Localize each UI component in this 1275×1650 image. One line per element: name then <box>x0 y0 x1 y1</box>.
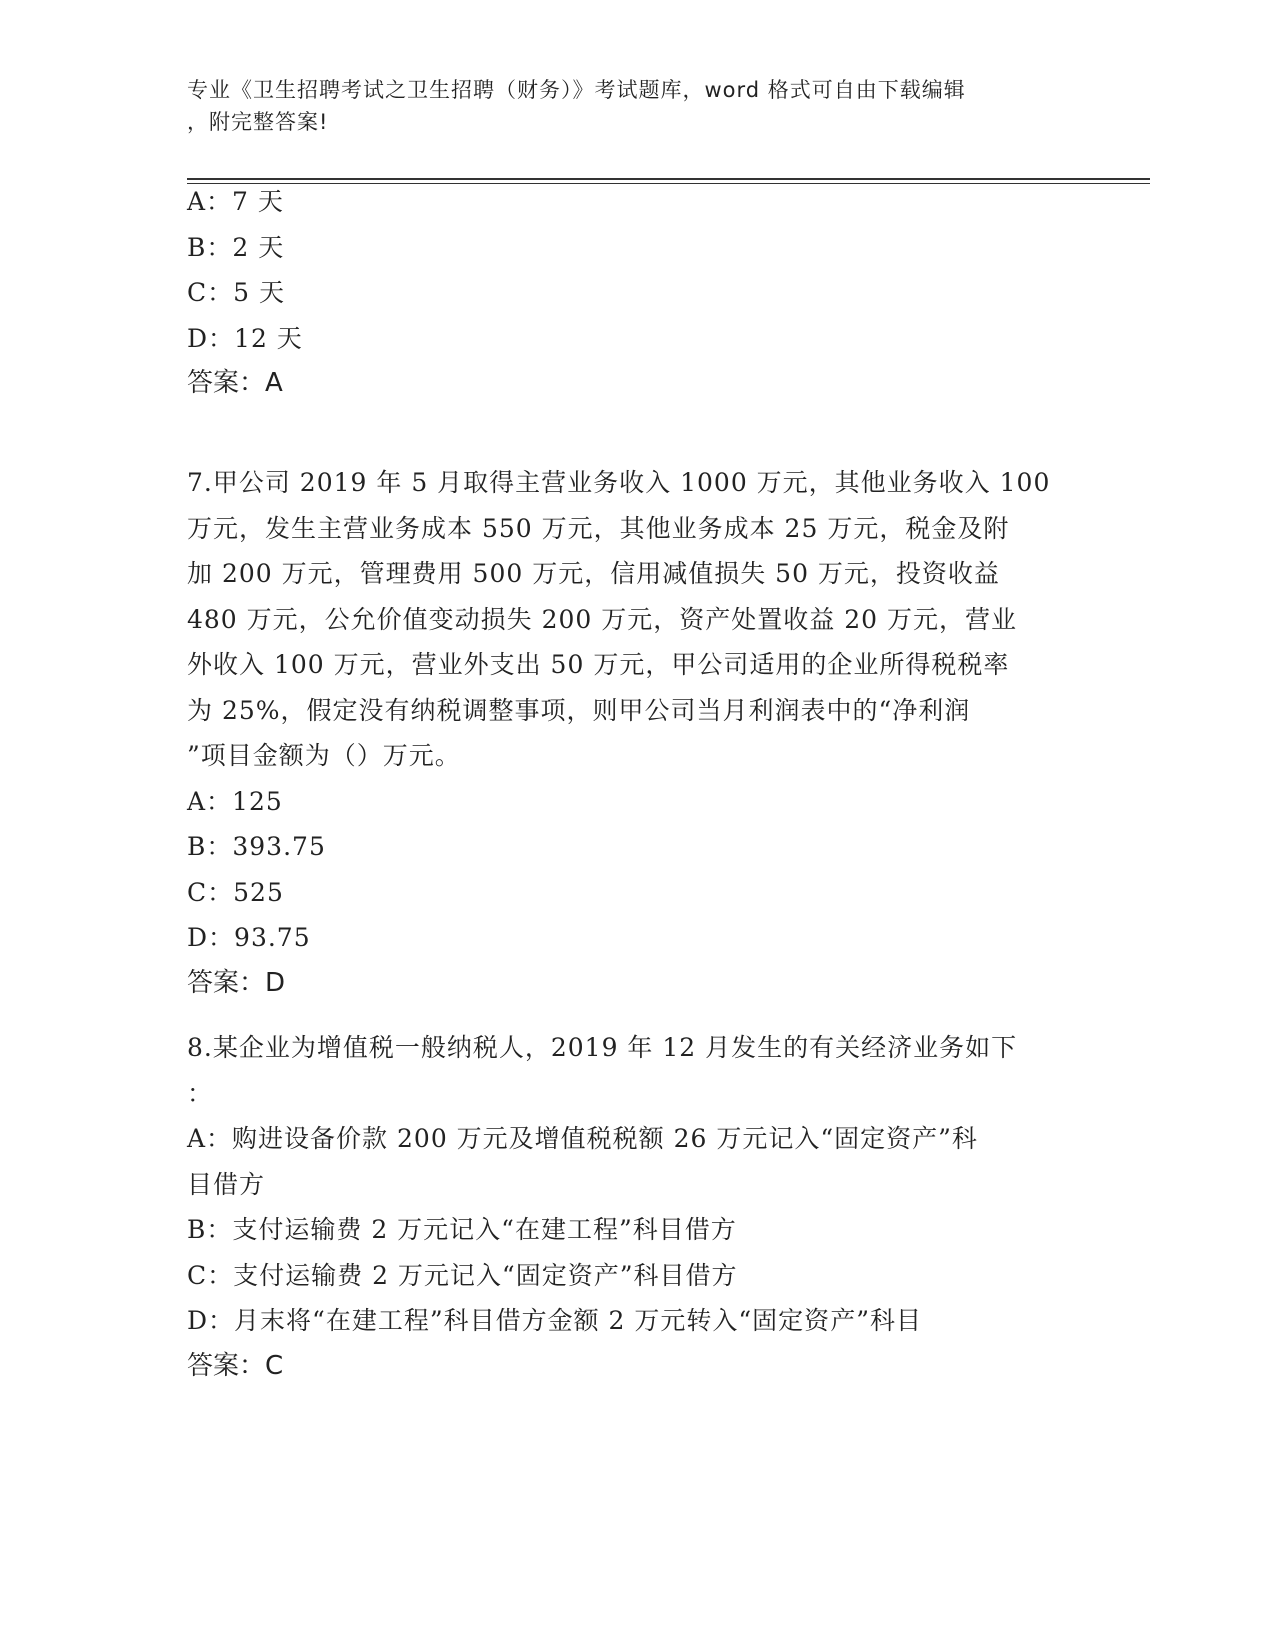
question-7-stem-line: 7.甲公司 2019 年 5 月取得主营业务收入 1000 万元，其他业务收入 100 <box>187 468 1051 497</box>
question-6-option-d: D：12 天 <box>187 323 303 353</box>
question-7-stem-line: 为 25%，假定没有纳税调整事项，则甲公司当月利润表中的“净利润 <box>187 695 971 725</box>
question-8-option-line: 目借方 <box>187 1169 266 1199</box>
question-6-answer: 答案：A <box>187 368 283 398</box>
question-7-stem-line: 万元，发生主营业务成本 550 万元，其他业务成本 25 万元，税金及附 <box>187 513 1010 543</box>
header-line-1: 专业《卫生招聘考试之卫生招聘（财务）》考试题库，word 格式可自由下载编辑 <box>187 78 966 102</box>
question-8-option-line: C：支付运输费 2 万元记入“固定资产”科目借方 <box>187 1260 738 1290</box>
question-8-option-line: B：支付运输费 2 万元记入“在建工程”科目借方 <box>187 1215 737 1244</box>
question-7-option-b: B：393.75 <box>187 832 326 861</box>
question-8-answer: 答案：C <box>187 1350 284 1381</box>
question-8-option-line: D：月末将“在建工程”科目借方金额 2 万元转入“固定资产”科目 <box>187 1306 922 1335</box>
question-7-stem-line: 480 万元，公允价值变动损失 200 万元，资产处置收益 20 万元，营业 <box>187 604 1017 634</box>
question-7-stem-line: 外收入 100 万元，营业外支出 50 万元，甲公司适用的企业所得税税率 <box>187 650 1010 679</box>
question-6-block <box>187 179 1107 407</box>
question-8-option-line: A：购进设备价款 200 万元及增值税税额 26 万元记入“固定资产”科 <box>187 1124 978 1153</box>
question-6-option-c: C：5 天 <box>187 278 285 307</box>
question-7-option-c: C：525 <box>187 877 284 907</box>
header-line-2: ，附完整答案! <box>187 110 329 134</box>
question-6-option-b: B：2 天 <box>187 232 285 262</box>
question-7-option-a: A：125 <box>187 786 283 816</box>
question-6-option-a: A：7 天 <box>187 187 284 216</box>
question-7-stem-line: ”项目金额为（）万元。 <box>187 741 461 770</box>
question-7-answer: 答案：D <box>187 967 286 998</box>
question-7-option-d: D：93.75 <box>187 923 311 952</box>
document-header <box>187 74 1087 138</box>
question-7-stem-line: 加 200 万元，管理费用 500 万元，信用减值损失 50 万元，投资收益 <box>187 559 1000 588</box>
question-8-stem-line: 8.某企业为增值税一般纳税人，2019 年 12 月发生的有关经济业务如下 <box>187 1033 1018 1062</box>
question-8-stem-line: ： <box>187 1078 214 1108</box>
question-7-block <box>187 460 1107 1006</box>
question-8-block <box>187 1025 1107 1389</box>
